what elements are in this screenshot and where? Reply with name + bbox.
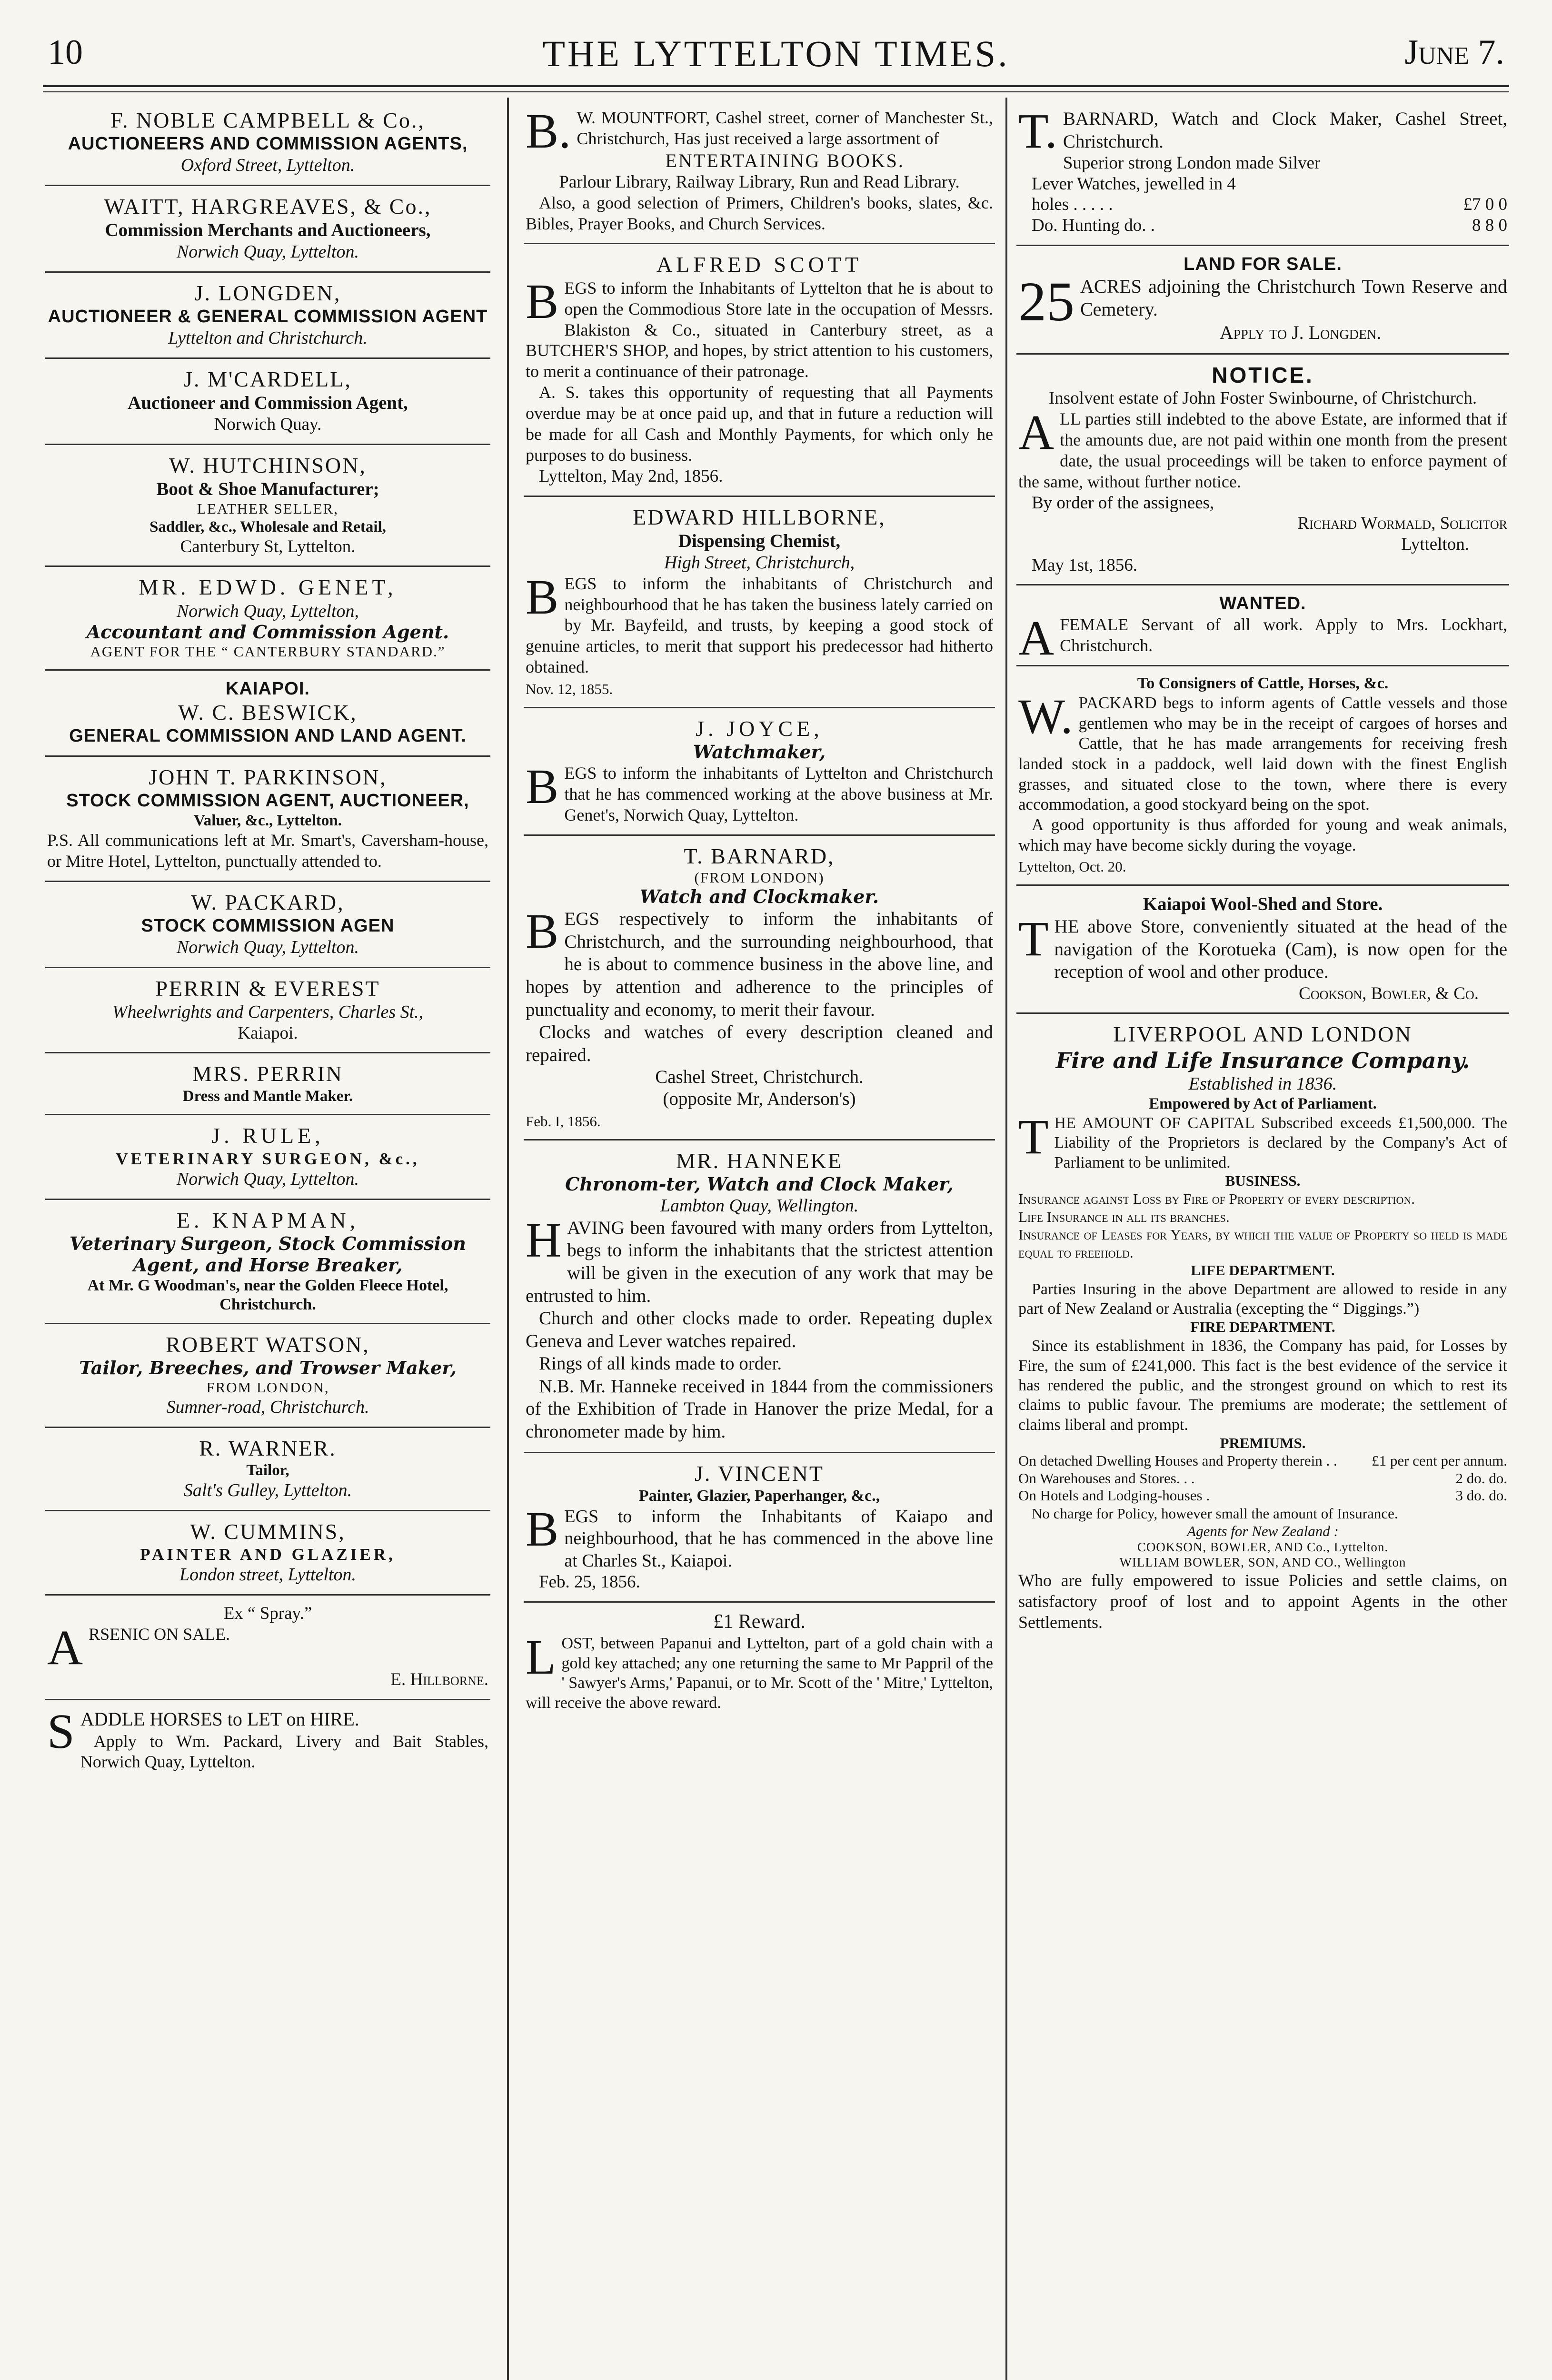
ad-signature: Cookson, Bowler, & Co. xyxy=(1299,983,1479,1003)
ad-trade: Dispensing Chemist, xyxy=(678,530,841,551)
price-label: Do. Hunting do. . xyxy=(1032,216,1155,236)
ad-hanneke xyxy=(524,1140,995,1453)
column-1 xyxy=(45,100,490,1781)
ad-text: Life Insurance in all its branches. xyxy=(1018,1208,1230,1225)
column-2 xyxy=(524,100,995,1721)
premium-label: On Warehouses and Stores. . . xyxy=(1018,1469,1195,1487)
ad-barnard-c3 xyxy=(1016,100,1509,246)
ad-name: ALFRED SCOTT xyxy=(656,252,863,277)
ad-line: Empowered by Act of Parliament. xyxy=(1149,1095,1377,1112)
ad-name: JOHN T. PARKINSON, xyxy=(149,764,387,789)
section-heading: PREMIUMS. xyxy=(1220,1435,1306,1452)
page-number: 10 xyxy=(48,33,83,72)
drop-cap: T. xyxy=(1018,104,1057,159)
ad-text: No charge for Policy, however small the amount of Insurance. xyxy=(1032,1505,1398,1522)
ad-line: Superior strong London made Silver xyxy=(1063,153,1321,173)
ad-text: W. MOUNTFORT, Cashel street, corner of Manchester St., Christchurch, Has just received a large assortment of xyxy=(577,108,993,148)
section-heading: BUSINESS. xyxy=(1225,1172,1301,1190)
ad-trade: Dress and Mantle Maker. xyxy=(182,1087,353,1105)
ad-address: (opposite Mr, Anderson's) xyxy=(663,1089,856,1110)
ad-name: W. C. BESWICK, xyxy=(178,700,358,724)
section-heading: Agents for New Zealand : xyxy=(1187,1522,1339,1539)
ad-heading: LIVERPOOL AND LONDON xyxy=(1113,1022,1413,1047)
ad-barnard-c2 xyxy=(524,836,995,1140)
ad-trade: Boot & Shoe Manufacturer; xyxy=(156,479,379,500)
ad-reward xyxy=(524,1603,995,1721)
ad-address: Norwich Quay. xyxy=(214,415,322,435)
ad-trade: Watchmaker, xyxy=(693,741,826,763)
ad-date: Nov. 12, 1855. xyxy=(526,681,613,698)
ad-mcardell xyxy=(45,359,490,445)
ad-name: ROBERT WATSON, xyxy=(166,1332,370,1357)
ad-line: Valuer, &c., Lyttelton. xyxy=(193,812,342,829)
ad-address: Norwich Quay, Lyttelton. xyxy=(176,1169,359,1190)
ad-contact: Apply to J. Longden. xyxy=(1219,322,1382,344)
ad-address: London street, Lyttelton. xyxy=(179,1565,357,1585)
ad-trade: PAINTER AND GLAZIER, xyxy=(140,1545,396,1564)
ad-text: Church and other clocks made to order. Repeating duplex Geneva and Lever watches repaired. xyxy=(526,1308,993,1351)
ad-text: Also, a good selection of Primers, Children's books, slates, &c. Bibles, Prayer Books, and Church Services. xyxy=(526,193,993,233)
ad-address: Kaiapoi. xyxy=(238,1023,298,1043)
section-heading: FIRE DEPARTMENT. xyxy=(1190,1319,1335,1336)
ad-hillborne xyxy=(524,497,995,708)
price-label: holes . . . . . xyxy=(1032,195,1113,215)
ad-name: J. M'CARDELL, xyxy=(184,367,352,391)
ad-text: HE above Store, conveniently situated at the head of the navigation of the Korotueka (Cam), is now open for the reception of wool and other produce. xyxy=(1054,916,1507,982)
ad-vincent xyxy=(524,1453,995,1603)
section-heading: LIFE DEPARTMENT. xyxy=(1191,1261,1335,1279)
ad-heading: Ex “ Spray.” xyxy=(223,1603,312,1623)
ad-signature-place: Lyttelton. xyxy=(1401,534,1469,554)
ad-subheading: Insolvent estate of John Foster Swinbourne, of Christchurch. xyxy=(1048,388,1477,408)
ad-insurance xyxy=(1016,1014,1509,1641)
newspaper-title: THE LYTTELTON TIMES. xyxy=(542,33,1010,74)
ad-trade: GENERAL COMMISSION AND LAND AGENT. xyxy=(69,725,467,746)
agent-line: COOKSON, BOWLER, AND Co., Lyttelton. xyxy=(1137,1540,1389,1555)
ad-address: High Street, Christchurch, xyxy=(664,552,855,573)
ad-name: PERRIN & EVEREST xyxy=(155,976,380,1001)
premium-rate: 2 do. do. xyxy=(1455,1469,1507,1487)
drop-cap: B xyxy=(526,904,559,959)
column-rule-2 xyxy=(1005,98,1007,2380)
ad-joyce xyxy=(524,708,995,836)
premium-rate: £1 per cent per annum. xyxy=(1372,1452,1507,1469)
ad-text: Since its establishment in 1836, the Company has paid, for Losses by Fire, the sum of £241,000. This fact is the best evidence of the service it has rendered the public, and the strongest ground on which to rest its claims to public favour. The premiums are moderate; the settlement of claims liberal and prompt. xyxy=(1018,1337,1507,1434)
ad-trade: Tailor, xyxy=(246,1461,289,1479)
ad-trade: Painter, Glazier, Paperhanger, &c., xyxy=(638,1487,880,1505)
drop-cap: A xyxy=(1018,405,1055,460)
ad-name: F. NOBLE CAMPBELL & Co., xyxy=(110,108,425,132)
ad-name: J. JOYCE, xyxy=(696,716,823,741)
ad-address: Norwich Quay, Lyttelton. xyxy=(176,242,359,262)
drop-cap: 25 xyxy=(1018,270,1074,333)
ad-heading: NOTICE. xyxy=(1212,363,1314,387)
ad-from: (FROM LONDON) xyxy=(694,869,825,886)
ad-wanted xyxy=(1016,585,1509,666)
drop-cap: B. xyxy=(526,104,571,159)
ad-from: FROM LONDON, xyxy=(206,1379,329,1396)
ad-text: OST, between Papanui and Lyttelton, part of a gold chain with a gold key attached; any one returning the same to Mr Pappril of the ' Sawyer's Arms,' Papanui, or to Mr. Scott of the ' Mitre,' Lyttelton, will receive the above reward. xyxy=(526,1635,993,1712)
ad-scott xyxy=(524,244,995,496)
ad-date: May 1st, 1856. xyxy=(1032,555,1137,575)
ad-name: MR. HANNEKE xyxy=(676,1148,843,1173)
ad-text: Insurance of Leases for Years, by which the value of Property so held is made equal to freehold. xyxy=(1018,1226,1507,1261)
ad-text: Apply to Wm. Packard, Livery and Bait Stables, Norwich Quay, Lyttelton. xyxy=(80,1731,488,1772)
masthead-rule-thin xyxy=(43,91,1509,92)
price-row xyxy=(1018,215,1507,236)
ad-arsenic xyxy=(45,1596,490,1700)
ad-address: Salt's Gulley, Lyttelton. xyxy=(183,1480,352,1500)
ad-text: EGS respectively to inform the inhabitants of Christchurch, and the surrounding neighbourhood, that he is about to commence business in the above line, and hopes by attention and adherence to the principles of punctuality and economy, to merit their favour. xyxy=(526,909,993,1020)
ad-note: AGENT FOR THE “ CANTERBURY STANDARD.” xyxy=(90,643,446,660)
ad-saddle-horses xyxy=(45,1700,490,1782)
drop-cap: W. xyxy=(1018,689,1073,744)
ad-longden xyxy=(45,273,490,359)
ad-trade: Watch and Clockmaker. xyxy=(639,886,879,908)
ad-text: RSENIC ON SALE. xyxy=(89,1624,230,1644)
ad-heading: ENTERTAINING BOOKS. xyxy=(665,149,905,171)
drop-cap: S xyxy=(47,1704,75,1759)
ad-knapman xyxy=(45,1200,490,1324)
ad-text: P.S. All communications left at Mr. Smart's, Caversham-house, or Mitre Hotel, Lyttelton, punctually attended to. xyxy=(47,830,488,871)
ad-hutchinson xyxy=(45,445,490,567)
ad-text: A good opportunity is thus afforded for young and weak animals, which may have become sickly during the voyage. xyxy=(1018,815,1507,854)
ad-trade: Chronom-ter, Watch and Clock Maker, xyxy=(565,1173,954,1195)
drop-cap: B xyxy=(526,1501,559,1557)
drop-cap: B xyxy=(526,274,559,329)
ad-address: Norwich Quay, Lyttelton. xyxy=(176,937,359,957)
ad-woolshed xyxy=(1016,886,1509,1014)
ad-date: Lyttelton, May 2nd, 1856. xyxy=(539,466,723,486)
column-rule-1 xyxy=(507,98,509,2380)
ad-trade: AUCTIONEERS AND COMMISSION AGENTS, xyxy=(68,134,468,154)
ad-text: Parties Insuring in the above Department are allowed to reside in any part of New Zealand or Australia (excepting the “ Diggings.”) xyxy=(1018,1280,1507,1318)
ad-trade: VETERINARY SURGEON, &c., xyxy=(116,1149,420,1168)
ad-cummins xyxy=(45,1511,490,1596)
drop-cap: B xyxy=(526,759,559,814)
ad-mrs-perrin xyxy=(45,1053,490,1115)
ad-established: Established in 1836. xyxy=(1188,1073,1337,1094)
ad-trade: AUCTIONEER & GENERAL COMMISSION AGENT xyxy=(48,307,488,327)
ad-name: EDWARD HILLBORNE, xyxy=(633,505,886,529)
ad-packard xyxy=(45,882,490,968)
premium-label: On detached Dwelling Houses and Property therein . . xyxy=(1018,1452,1337,1469)
ad-genet xyxy=(45,567,490,671)
ad-line: By order of the assignees, xyxy=(1032,493,1214,513)
ad-consigners xyxy=(1016,666,1509,886)
ad-beswick xyxy=(45,671,490,757)
agent-line: WILLIAM BOWLER, SON, AND CO., Wellington xyxy=(1119,1555,1406,1569)
ad-trade: Veterinary Surgeon, Stock Commission Agent, and Horse Breaker, xyxy=(70,1233,466,1276)
ad-text: N.B. Mr. Hanneke received in 1844 from the commissioners of the Exhibition of Trade in Hanover the prize Medal, for a chronometer made by him. xyxy=(526,1376,993,1442)
premium-row xyxy=(1018,1452,1507,1470)
ad-heading: To Consigners of Cattle, Horses, &c. xyxy=(1137,674,1389,692)
ad-place: KAIAPOI. xyxy=(226,678,310,699)
ad-trade: Tailor, Breeches, and Trowser Maker, xyxy=(79,1357,457,1379)
ad-text: EGS to inform the inhabitants of Lyttelton and Christchurch that he has commenced working at the above business at Mr. Genet's, Norwich Quay, Lyttelton. xyxy=(564,763,993,824)
ad-date: Feb. I, 1856. xyxy=(526,1113,601,1130)
price-value: £7 0 0 xyxy=(1463,195,1507,215)
ad-name: R. WARNER. xyxy=(199,1436,337,1460)
premium-row xyxy=(1018,1470,1507,1488)
ad-line: Lever Watches, jewelled in 4 xyxy=(1032,174,1236,194)
ad-trade: STOCK COMMISSION AGEN xyxy=(141,915,395,936)
drop-cap: T xyxy=(1018,912,1049,967)
ad-text: BARNARD, Watch and Clock Maker, Cashel Street, Christchurch. xyxy=(1063,109,1507,152)
masthead xyxy=(48,29,1504,86)
ad-address: Sumner-road, Christchurch. xyxy=(166,1397,369,1417)
ad-perrin-everest xyxy=(45,968,490,1054)
ad-name: MRS. PERRIN xyxy=(192,1061,343,1086)
ad-date: Lyttelton, Oct. 20. xyxy=(1018,858,1126,875)
ad-address: Norwich Quay, Lyttelton, xyxy=(176,601,359,621)
ad-trade: Commission Merchants and Auctioneers, xyxy=(105,220,431,241)
ad-text: LL parties still indebted to the above Estate, are informed that if the amounts due, are not paid within one month from the present date, the usual proceedings will be taken to enforce payment of the same, without further notice. xyxy=(1018,409,1507,491)
ad-signature: Richard Wormald, Solicitor xyxy=(1297,514,1507,534)
ad-name: W. PACKARD, xyxy=(191,890,345,914)
ad-waitt xyxy=(45,186,490,273)
ad-heading: Kaiapoi Wool-Shed and Store. xyxy=(1143,894,1383,914)
ad-address: At Mr. G Woodman's, near the Golden Fleece Hotel, Christchurch. xyxy=(87,1276,448,1313)
ad-text: PACKARD begs to inform agents of Cattle vessels and those gentlemen who may be in the receipt of cargoes of horses and Cattle, that he has made arrangements for receiving fresh landed stock in a paddock, well laid down with the finest English grasses, and situated close to the town, where there is every accommodation, a good stockyard being on the spot. xyxy=(1018,693,1507,814)
ad-notice xyxy=(1016,355,1509,585)
ad-name: J. RULE, xyxy=(211,1123,324,1148)
premium-rate: 3 do. do. xyxy=(1455,1487,1507,1504)
ad-land-for-sale xyxy=(1016,246,1509,355)
drop-cap: B xyxy=(526,569,559,625)
price-row xyxy=(1018,194,1507,215)
ad-address: Lambton Quay, Wellington. xyxy=(660,1196,859,1216)
ad-address: Cashel Street, Christchurch. xyxy=(655,1067,864,1088)
ad-name: T. BARNARD, xyxy=(684,843,835,868)
drop-cap: A xyxy=(1018,611,1055,665)
ad-company: Fire and Life Insurance Company. xyxy=(1055,1047,1470,1073)
ad-text: EGS to inform the Inhabitants of Kaiapo and neighbourhood, that he has commenced in the above line at Charles St., Kaiapoi. xyxy=(564,1506,993,1571)
ad-text: EGS to inform the inhabitants of Christchurch and neighbourhood that he has taken the business lately carried on by Mr. Bayfeild, and trusts, by keeping a good stock of genuine articles, to merit that support his predecessor had hitherto obtained. xyxy=(526,574,993,677)
ad-text: Parlour Library, Railway Library, Run and Read Library. xyxy=(559,172,960,192)
ad-heading: LAND FOR SALE. xyxy=(1184,254,1342,274)
ad-text: A. S. takes this opportunity of requesting that all Payments overdue may be at once paid up, and that in future a reduction will be made for all Cash and Monthly Payments, for which only he purposes to do business. xyxy=(526,383,993,465)
ad-heading: ADDLE HORSES to LET on HIRE. xyxy=(80,1708,359,1730)
ad-name: W. CUMMINS, xyxy=(190,1519,346,1544)
ad-text: AVING been favoured with many orders from Lyttelton, begs to inform the inhabitants that the strictest attention will be given in the execution of any work that may be entrusted to him. xyxy=(526,1217,993,1306)
issue-date: June 7. xyxy=(1404,33,1504,72)
ad-name: E. KNAPMAN, xyxy=(176,1208,359,1232)
price-value: 8 8 0 xyxy=(1472,216,1507,236)
ad-address: Lyttelton and Christchurch. xyxy=(168,328,368,348)
premium-row xyxy=(1018,1487,1507,1505)
ad-name: J. LONGDEN, xyxy=(194,281,341,306)
ad-signature: E. Hillborne. xyxy=(390,1670,488,1690)
drop-cap: A xyxy=(47,1620,83,1675)
drop-cap: L xyxy=(526,1630,556,1685)
ad-text: Who are fully empowered to issue Policies and settle claims, on satisfactory proof of lost and to appoint Agents in the other Settlements. xyxy=(1018,1570,1507,1632)
premium-label: On Hotels and Lodging-houses . xyxy=(1018,1487,1210,1504)
ad-heading: WANTED. xyxy=(1219,594,1306,614)
masthead-rule xyxy=(43,85,1509,87)
ad-name: MR. EDWD. GENET, xyxy=(139,575,397,600)
ad-mountfort xyxy=(524,100,995,244)
ad-trade: STOCK COMMISSION AGENT, AUCTIONEER, xyxy=(66,791,469,811)
ad-text: Rings of all kinds made to order. xyxy=(539,1353,782,1374)
ad-date: Feb. 25, 1856. xyxy=(539,1572,640,1592)
ad-name: J. VINCENT xyxy=(695,1461,824,1486)
ad-address: Oxford Street, Lyttelton. xyxy=(180,155,355,176)
ad-trade: Auctioneer and Commission Agent, xyxy=(128,393,408,414)
ad-name: W. HUTCHINSON, xyxy=(169,453,367,477)
ad-text: EGS to inform the Inhabitants of Lyttelton that he is about to open the Commodious Store late in the occupation of Messrs. Blakiston & Co., situated in Canterbury street, as a BUTCHER'S SHOP, and hopes, by strict attention to his customers, to merit a continuance of their patronage. xyxy=(526,278,993,381)
ad-trade: Wheelwrights and Carpenters, Charles St., xyxy=(112,1002,424,1022)
ad-name: WAITT, HARGREAVES, & Co., xyxy=(104,194,432,218)
ad-heading: £1 Reward. xyxy=(713,1610,806,1633)
drop-cap: T xyxy=(1018,1109,1049,1164)
drop-cap: H xyxy=(526,1212,562,1268)
ad-warner xyxy=(45,1428,490,1511)
ad-text: HE AMOUNT OF CAPITAL Subscribed exceeds £1,500,000. The Liability of the Proprietors is declared by the Company's Act of Parliament to be unlimited. xyxy=(1054,1114,1507,1171)
ad-text: FEMALE Servant of all work. Apply to Mrs. Lockhart, Christchurch. xyxy=(1060,615,1507,655)
ad-text: Clocks and watches of every description cleaned and repaired. xyxy=(526,1022,993,1065)
ad-text: ACRES adjoining the Christchurch Town Reserve and Cemetery. xyxy=(1080,275,1507,320)
column-3 xyxy=(1016,100,1509,1642)
ad-line: LEATHER SELLER, xyxy=(197,500,338,517)
ad-parkinson xyxy=(45,757,490,882)
ad-rule xyxy=(45,1115,490,1200)
ad-line: Saddler, &c., Wholesale and Retail, xyxy=(149,518,386,536)
ad-text: Insurance against Loss by Fire of Property of every description. xyxy=(1018,1190,1415,1207)
ad-address: Canterbury St, Lyttelton. xyxy=(180,536,356,556)
ad-trade: Accountant and Commission Agent. xyxy=(86,621,449,643)
ad-watson xyxy=(45,1324,490,1428)
ad-campbell xyxy=(45,100,490,186)
